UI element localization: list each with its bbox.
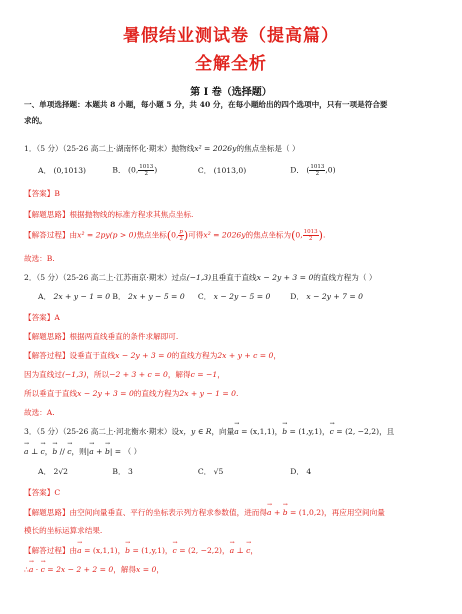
section-heading: 第 I 卷（选择题） xyxy=(190,87,272,98)
q1-stem-text: 1．（5 分）（25-26 高二上·湖南怀化·期末）抛物线 xyxy=(24,144,195,153)
q1-stem-tail: 的焦点坐标是（ ） xyxy=(236,144,300,153)
q3-option-c[interactable]: C． √5 xyxy=(197,467,224,476)
q3-option-a[interactable]: A． 2√2 xyxy=(38,467,69,476)
q2-option-d[interactable]: D． x − 2y + 7 = 0 xyxy=(290,292,364,301)
q1-process-fraction-1013: $\frac{1013}{2}$ xyxy=(303,229,318,242)
q1-idea: 【解题思路】根据抛物线的标准方程求其焦点坐标. xyxy=(24,210,194,219)
q3-options xyxy=(38,466,438,477)
q2-option-a[interactable]: A． 2x + y − 1 = 0 xyxy=(38,292,111,301)
q1-answer: 【答案】B xyxy=(24,189,60,198)
q1-conclusion: 故选：B. xyxy=(24,254,55,263)
q1-option-d-fraction: $\frac{1013}{2}$ xyxy=(310,164,325,177)
q3-stem-line-2: → a ⊥ → c，→ b // → c，则|→ a + → b| = （ ） xyxy=(24,446,141,457)
instructions-line-1: 一、单项选择题：本题共 8 小题，每小题 5 分，共 40 分，在每小题给出的四个选项中，只有一项是符合要 xyxy=(24,100,388,109)
q2-option-b[interactable]: B． 2x + y − 5 = 0 xyxy=(112,292,185,301)
q2-idea: 【解题思路】根据两直线垂直的条件求解即可. xyxy=(24,332,179,341)
q3-answer: 【答案】C xyxy=(24,488,61,497)
q3-idea-2: 模长的坐标运算求结果. xyxy=(24,526,103,535)
q1-process: 【解答过程】由x² = 2py(p > 0)焦点坐标(0, $\frac{p}{2}$ )可得x² = 2026y的焦点坐标为(0, $\frac{1013}{2}$ ). xyxy=(24,229,326,242)
q1-option-d[interactable]: D． ( $\frac{1013}{2}$ ,0) xyxy=(290,164,336,177)
q1-option-b-fraction: $\frac{1013}{2}$ xyxy=(139,164,154,177)
q2-process-2: 因为直线过(−1,3)，所以−2 + 3 + c = 0，解得c = −1， xyxy=(24,370,225,379)
q2-stem: 2．（5 分）（25-26 高二上·江苏南京·期末）过点(−1,3)且垂直于直线x − 2y + 3 = 0的直线方程为（ ） xyxy=(24,273,377,282)
q3-process-1: 【解答过程】由→ a = (x,1,1)，→ b = (1,y,1)，→ c = (2, −2,2)，→ a ⊥ → c， xyxy=(24,545,258,556)
q2-conclusion: 故选：A. xyxy=(24,408,55,417)
q1-options xyxy=(38,164,438,177)
q1-stem-equation: x² = 2026y xyxy=(194,144,237,153)
q1-option-c[interactable]: C． (1013,0) xyxy=(197,165,247,175)
q3-stem-line-1: 3．（5 分）（25-26 高二上·河北衡水·期末）设x，y ∈ R，向量→ a = (x,1,1)，→ b = (1,y,1)，→ c = (2, −2,2)，且 xyxy=(24,426,394,437)
q2-option-c[interactable]: C． x − 2y − 5 = 0 xyxy=(197,292,271,301)
instructions xyxy=(24,97,442,129)
page-subtitle: 全解全析 xyxy=(195,54,267,74)
q3-idea-1: 【解题思路】由空间向量垂直、平行的坐标表示列方程求参数值，进而得→ a + → b = (1,0,2)，再应用空间向量 xyxy=(24,507,385,518)
q1-option-b[interactable]: B． (0, $\frac{1013}{2}$ ) xyxy=(112,164,158,177)
q3-option-d[interactable]: D． 4 xyxy=(290,467,312,476)
q2-process-3: 所以垂直于直线x − 2y + 3 = 0的直线方程为2x + y − 1 = 0. xyxy=(24,389,239,398)
q2-options xyxy=(38,291,438,302)
q1-option-a[interactable]: A． (0,1013) xyxy=(38,165,86,175)
q2-answer: 【答案】A xyxy=(24,313,60,322)
instructions-line-2: 求的。 xyxy=(24,116,47,125)
q1-process-fraction-p: $\frac{p}{2}$ xyxy=(179,229,183,242)
page-title: 暑假结业测试卷（提高篇） xyxy=(123,26,339,46)
q3-process-2: ∴→ a · → c = 2x − 2 + 2 = 0，解得x = 0， xyxy=(24,564,164,575)
q2-process-1: 【解答过程】设垂直于直线x − 2y + 3 = 0的直线方程为2x + y + c = 0， xyxy=(24,351,281,360)
q3-option-b[interactable]: B． 3 xyxy=(112,467,133,476)
q1-stem xyxy=(24,143,300,154)
